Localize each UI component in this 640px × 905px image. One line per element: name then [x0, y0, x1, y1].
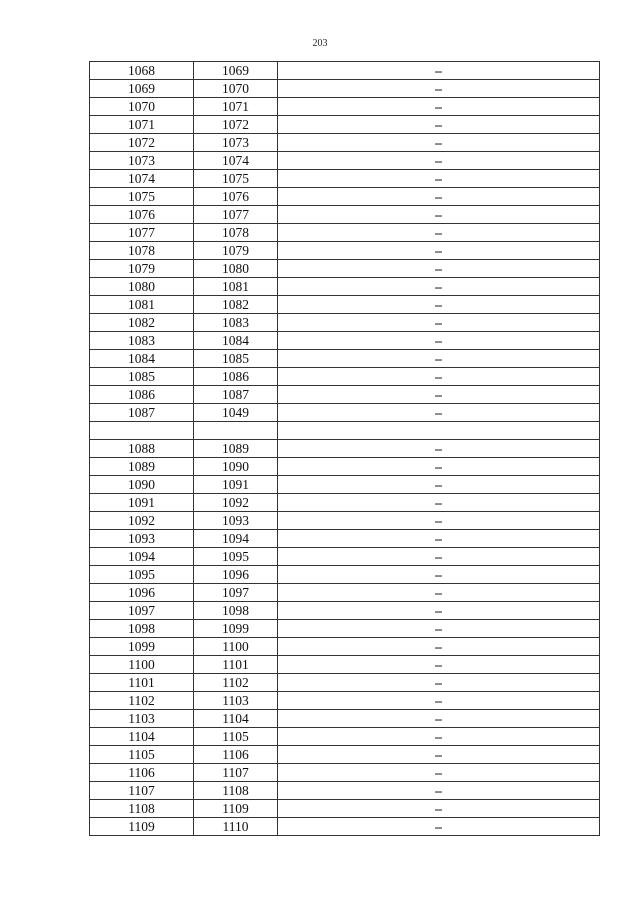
cell-from: 1079: [90, 260, 194, 278]
cell-from: 1075: [90, 188, 194, 206]
cell-to: 1104: [194, 710, 278, 728]
cell-from: 1088: [90, 440, 194, 458]
cell-value: –: [278, 692, 600, 710]
table-row: [90, 368, 600, 386]
cell-to: 1107: [194, 764, 278, 782]
cell-to: 1101: [194, 656, 278, 674]
cell-to: 1096: [194, 566, 278, 584]
cell-from: 1093: [90, 530, 194, 548]
page-number: 203: [312, 38, 328, 49]
cell-from: 1104: [90, 728, 194, 746]
data-table: [89, 61, 600, 836]
cell-to: 1078: [194, 224, 278, 242]
table-row: [90, 188, 600, 206]
cell-to: 1100: [194, 638, 278, 656]
cell-to: 1090: [194, 458, 278, 476]
cell-value: –: [278, 296, 600, 314]
table-row: [90, 134, 600, 152]
cell-to: 1098: [194, 602, 278, 620]
cell-to: 1106: [194, 746, 278, 764]
cell-from: 1084: [90, 350, 194, 368]
cell-from: 1068: [90, 62, 194, 80]
cell-to: 1097: [194, 584, 278, 602]
cell-to: 1109: [194, 800, 278, 818]
cell-to: 1077: [194, 206, 278, 224]
table-row: [90, 152, 600, 170]
cell-to: 1082: [194, 296, 278, 314]
cell-value: –: [278, 278, 600, 296]
cell-to: 1070: [194, 80, 278, 98]
cell-to: 1095: [194, 548, 278, 566]
cell-value: –: [278, 386, 600, 404]
table-row: [90, 386, 600, 404]
table-row: [90, 746, 600, 764]
cell-from: 1107: [90, 782, 194, 800]
table-row: [90, 278, 600, 296]
cell-from: 1105: [90, 746, 194, 764]
cell-from: 1098: [90, 620, 194, 638]
table-row: [90, 224, 600, 242]
cell-to: 1110: [194, 818, 278, 836]
cell-to: 1093: [194, 512, 278, 530]
cell-from: 1100: [90, 656, 194, 674]
cell-from: 1072: [90, 134, 194, 152]
cell-from: 1094: [90, 548, 194, 566]
table-row: [90, 602, 600, 620]
cell-from: 1070: [90, 98, 194, 116]
cell-value: –: [278, 458, 600, 476]
cell-to: 1084: [194, 332, 278, 350]
cell-from: 1101: [90, 674, 194, 692]
cell-value: –: [278, 584, 600, 602]
table-row: [90, 638, 600, 656]
cell-to: 1072: [194, 116, 278, 134]
cell-value: –: [278, 80, 600, 98]
cell-value: –: [278, 512, 600, 530]
table-row: [90, 584, 600, 602]
cell-value: –: [278, 548, 600, 566]
cell-to: 1108: [194, 782, 278, 800]
cell-to: 1087: [194, 386, 278, 404]
cell-value: –: [278, 782, 600, 800]
cell-from: 1097: [90, 602, 194, 620]
cell-to: 1085: [194, 350, 278, 368]
table-body: [90, 62, 600, 836]
cell-from: 1080: [90, 278, 194, 296]
cell-value: –: [278, 404, 600, 422]
table-row: [90, 98, 600, 116]
cell-to: 1102: [194, 674, 278, 692]
table-row: [90, 728, 600, 746]
cell-value: –: [278, 602, 600, 620]
cell-from: 1091: [90, 494, 194, 512]
cell-to: 1086: [194, 368, 278, 386]
cell-value: –: [278, 800, 600, 818]
table-row: [90, 404, 600, 422]
table-row: [90, 656, 600, 674]
table-row: [90, 458, 600, 476]
cell-from: 1092: [90, 512, 194, 530]
cell-to: 1091: [194, 476, 278, 494]
cell-to: 1074: [194, 152, 278, 170]
table-row: [90, 530, 600, 548]
cell-value: –: [278, 440, 600, 458]
cell-from: 1106: [90, 764, 194, 782]
cell-value: –: [278, 494, 600, 512]
cell-value: –: [278, 332, 600, 350]
cell-value: –: [278, 746, 600, 764]
cell-from: 1096: [90, 584, 194, 602]
cell-value: –: [278, 62, 600, 80]
table-row: [90, 782, 600, 800]
table-row: [90, 764, 600, 782]
cell-to: 1049: [194, 404, 278, 422]
cell-value: –: [278, 674, 600, 692]
cell-from: 1090: [90, 476, 194, 494]
cell-from: 1095: [90, 566, 194, 584]
table-row: [90, 710, 600, 728]
cell-value: –: [278, 818, 600, 836]
cell-from: 1103: [90, 710, 194, 728]
cell-from: 1069: [90, 80, 194, 98]
cell-to: 1094: [194, 530, 278, 548]
cell-from: 1087: [90, 404, 194, 422]
table-row: [90, 818, 600, 836]
cell-value: –: [278, 242, 600, 260]
cell-from: 1076: [90, 206, 194, 224]
table-row: [90, 674, 600, 692]
table-row: [90, 206, 600, 224]
cell-to: 1080: [194, 260, 278, 278]
cell-to: 1076: [194, 188, 278, 206]
cell-value: –: [278, 260, 600, 278]
cell-value: –: [278, 152, 600, 170]
table-row: [90, 422, 600, 440]
table-row: [90, 440, 600, 458]
cell-to: [194, 422, 278, 440]
cell-to: 1081: [194, 278, 278, 296]
cell-from: 1078: [90, 242, 194, 260]
cell-value: –: [278, 566, 600, 584]
cell-value: –: [278, 134, 600, 152]
cell-from: [90, 422, 194, 440]
table-row: [90, 296, 600, 314]
cell-value: –: [278, 116, 600, 134]
cell-value: –: [278, 656, 600, 674]
table-row: [90, 620, 600, 638]
cell-to: 1105: [194, 728, 278, 746]
cell-from: 1089: [90, 458, 194, 476]
cell-to: 1079: [194, 242, 278, 260]
cell-from: 1099: [90, 638, 194, 656]
cell-value: –: [278, 368, 600, 386]
table-row: [90, 170, 600, 188]
table-row: [90, 548, 600, 566]
cell-from: 1109: [90, 818, 194, 836]
cell-value: –: [278, 188, 600, 206]
cell-value: –: [278, 170, 600, 188]
cell-value: –: [278, 620, 600, 638]
cell-value: –: [278, 638, 600, 656]
cell-from: 1077: [90, 224, 194, 242]
cell-from: 1108: [90, 800, 194, 818]
cell-value: –: [278, 728, 600, 746]
cell-value: –: [278, 530, 600, 548]
cell-value: –: [278, 98, 600, 116]
cell-from: 1073: [90, 152, 194, 170]
table-row: [90, 332, 600, 350]
cell-from: 1086: [90, 386, 194, 404]
cell-from: 1082: [90, 314, 194, 332]
table-row: [90, 80, 600, 98]
table-row: [90, 512, 600, 530]
cell-value: –: [278, 314, 600, 332]
cell-from: 1102: [90, 692, 194, 710]
cell-to: 1083: [194, 314, 278, 332]
cell-to: 1069: [194, 62, 278, 80]
table-row: [90, 314, 600, 332]
table-row: [90, 494, 600, 512]
cell-to: 1103: [194, 692, 278, 710]
table-row: [90, 62, 600, 80]
cell-to: 1092: [194, 494, 278, 512]
cell-from: 1081: [90, 296, 194, 314]
cell-value: –: [278, 350, 600, 368]
table-row: [90, 260, 600, 278]
cell-from: 1071: [90, 116, 194, 134]
cell-from: 1085: [90, 368, 194, 386]
cell-value: –: [278, 476, 600, 494]
table-row: [90, 350, 600, 368]
cell-to: 1073: [194, 134, 278, 152]
cell-to: 1099: [194, 620, 278, 638]
table-row: [90, 476, 600, 494]
table-row: [90, 692, 600, 710]
cell-to: 1089: [194, 440, 278, 458]
cell-value: [278, 422, 600, 440]
cell-value: –: [278, 224, 600, 242]
table-row: [90, 566, 600, 584]
cell-value: –: [278, 764, 600, 782]
cell-from: 1074: [90, 170, 194, 188]
table-row: [90, 800, 600, 818]
cell-to: 1071: [194, 98, 278, 116]
cell-to: 1075: [194, 170, 278, 188]
cell-from: 1083: [90, 332, 194, 350]
cell-value: –: [278, 710, 600, 728]
table-row: [90, 116, 600, 134]
cell-value: –: [278, 206, 600, 224]
table-row: [90, 242, 600, 260]
